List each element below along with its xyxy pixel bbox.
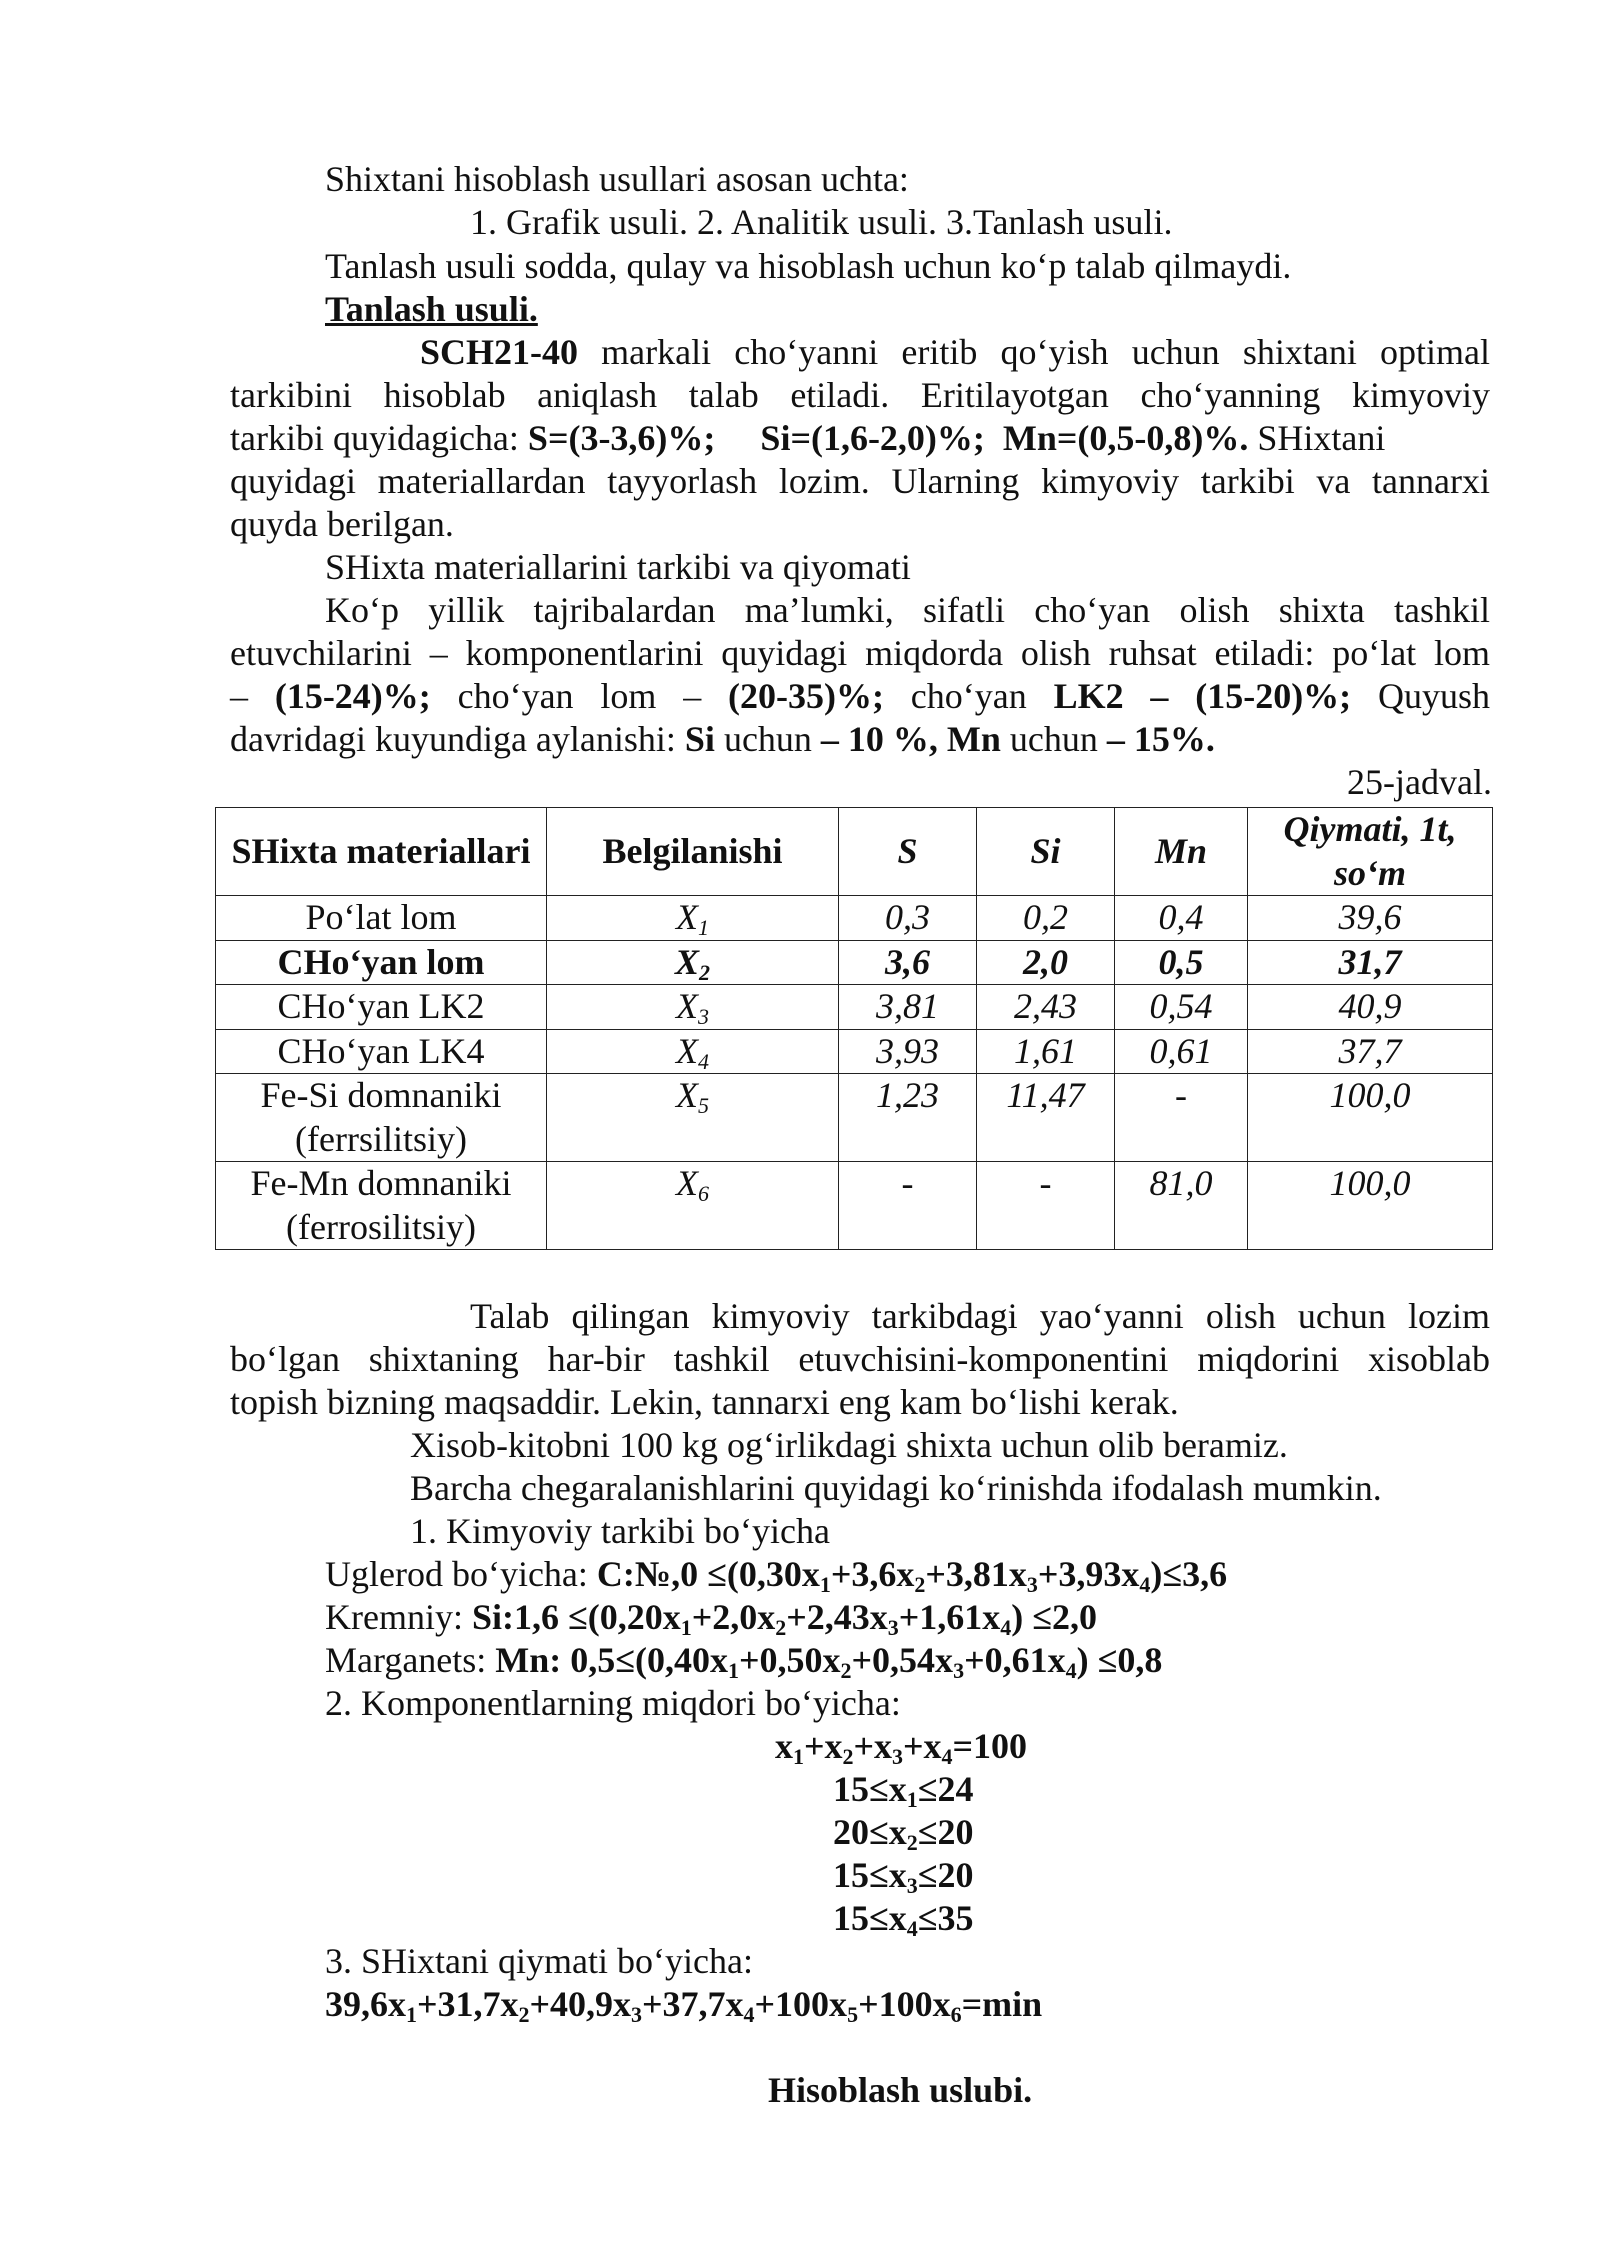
carbon-value: - [839, 1162, 977, 1250]
price-value: 39,6 [1248, 896, 1493, 941]
experience-line: etuvchilarini – komponentlarini quyidagi miqdorda olish ruhsat etiladi: po‘lat lom [230, 633, 1490, 673]
price-value: 40,9 [1248, 985, 1493, 1030]
table-label: 25-jadval. [1347, 762, 1492, 802]
experience-line: davridagi kuyundiga aylanishi: Si uchun – 10 %, Mn uchun – 15%. [230, 719, 1215, 759]
task-line: quyda berilgan. [230, 504, 454, 544]
carbon-value: 3,93 [839, 1029, 977, 1074]
price-value: 37,7 [1248, 1029, 1493, 1074]
material-name: Fe-Mn domnaniki (ferrosilitsiy) [216, 1162, 547, 1250]
silicon-value: 11,47 [977, 1074, 1115, 1162]
table-row [216, 1074, 1493, 1162]
material-name: Fe-Si domnaniki (ferrsilitsiy) [216, 1074, 547, 1162]
table-row [216, 1162, 1493, 1250]
table-header-row [216, 808, 1493, 896]
material-name: CHo‘yan LK2 [216, 985, 547, 1030]
header-carbon: S [839, 808, 977, 896]
experience-line: – (15-24)%; cho‘yan lom – (20-35)%; cho‘yan LK2 – (15-20)%; Quyush [230, 676, 1490, 716]
task-line: SCH21-40 markali cho‘yanni eritib qo‘yish uchun shixtani optimal [420, 332, 1490, 372]
manganese-value: - [1115, 1074, 1248, 1162]
table-row [216, 940, 1493, 985]
material-name: Po‘lat lom [216, 896, 547, 941]
manganese-value: 81,0 [1115, 1162, 1248, 1250]
method-heading: Hisoblash uslubi. [768, 2070, 1033, 2110]
x3-bounds: $15\le x_3\le 20$ [833, 1855, 974, 1898]
material-name: CHo‘yan LK4 [216, 1029, 547, 1074]
price-value: 100,0 [1248, 1162, 1493, 1250]
material-symbol: $X_5$ [547, 1074, 839, 1162]
experience-line: Ko‘p yillik tajribalardan ma’lumki, sifatli cho‘yan olish shixta tashkil [325, 590, 1490, 630]
manganese-value: 0,54 [1115, 985, 1248, 1030]
task-line: tarkibini hisoblab aniqlash talab etiladi. Eritilayotgan cho‘yanning kimyoviy [230, 375, 1490, 415]
materials-heading: SHixta materiallarini tarkibi va qiyomati [325, 547, 911, 587]
x4-bounds: $15\le x_4\le 35$ [833, 1898, 974, 1941]
x2-bounds: $20\le x_2\le 20$ [833, 1812, 974, 1855]
methods-list: 1. Grafik usuli. 2. Analitik usuli. 3.Tanlash usuli. [470, 202, 1173, 242]
sum-equation: $x_1+x_2+x_3+x_4=100$ [775, 1726, 1028, 1769]
manganese-value: 0,5 [1115, 940, 1248, 985]
carbon-constraint: Uglerod bo‘yicha: C:№,0 $\le(0,30x_1+3,6x_2+3,81x_3+3,93x_4)\le 3,6$ [325, 1554, 1228, 1597]
table-row [216, 985, 1493, 1030]
manganese-value: 0,4 [1115, 896, 1248, 941]
table-row [216, 1029, 1493, 1074]
calc-basis: Xisob-kitobni 100 kg og‘irlikdagi shixta uchun olib beramiz. [410, 1425, 1288, 1465]
chem-heading: 1. Kimyoviy tarkibi bo‘yicha [410, 1511, 830, 1551]
section-heading: Tanlash usuli. [325, 289, 538, 329]
silicon-value: 1,61 [977, 1029, 1115, 1074]
manganese-constraint: Marganets: Mn: $0,5\le(0,40x_1+0,50x_2+0,54x_3+0,61x_4) \le 0,8$ [325, 1640, 1163, 1683]
materials-table [215, 807, 1493, 1250]
material-symbol: $X_4$ [547, 1029, 839, 1074]
silicon-value: - [977, 1162, 1115, 1250]
material-symbol: $X_2$ [547, 940, 839, 985]
material-symbol: $X_3$ [547, 985, 839, 1030]
manganese-value: 0,61 [1115, 1029, 1248, 1074]
carbon-value: 3,81 [839, 985, 977, 1030]
cost-heading: 3. SHixtani qiymati bo‘yicha: [325, 1941, 753, 1981]
silicon-value: 2,0 [977, 940, 1115, 985]
header-manganese: Mn [1115, 808, 1248, 896]
task-line: quyidagi materiallardan tayyorlash lozim. Ularning kimyoviy tarkibi va tannarxi [230, 461, 1490, 501]
calc-constraints: Barcha chegaralanishlarini quyidagi ko‘rinishda ifodalash mumkin. [410, 1468, 1382, 1508]
silicon-value: 2,43 [977, 985, 1115, 1030]
task-line: tarkibi quyidagicha: S=(3-3,6)%; Si=(1,6-2,0)%; Mn=(0,5-0,8)%. SHixtani [230, 418, 1386, 458]
goal-line: bo‘lgan shixtaning har-bir tashkil etuvchisini-komponentini miqdorini xisoblab [230, 1339, 1490, 1379]
table-row [216, 896, 1493, 941]
qty-heading: 2. Komponentlarning miqdori bo‘yicha: [325, 1683, 901, 1723]
material-name: CHo‘yan lom [216, 940, 547, 985]
material-symbol: $X_6$ [547, 1162, 839, 1250]
price-value: 100,0 [1248, 1074, 1493, 1162]
price-value: 31,7 [1248, 940, 1493, 985]
header-materials: SHixta materiallari [216, 808, 547, 896]
intro-line: Shixtani hisoblash usullari asosan uchta: [325, 159, 909, 199]
cost-equation: $39,6x_1+31,7x_2+40,9x_3+37,7x_4+100x_5+100x_6=\min$ [325, 1984, 1043, 2027]
header-silicon: Si [977, 808, 1115, 896]
header-price: Qiymati, 1t, so‘m [1248, 808, 1493, 896]
carbon-value: 1,23 [839, 1074, 977, 1162]
silicon-constraint: Kremniy: Si:1,6 $\le(0,20x_1+2,0x_2+2,43x_3+1,61x_4) \le 2,0$ [325, 1597, 1098, 1640]
silicon-value: 0,2 [977, 896, 1115, 941]
intro-line: Tanlash usuli sodda, qulay va hisoblash uchun ko‘p talab qilmaydi. [325, 246, 1292, 286]
material-symbol: $X_1$ [547, 896, 839, 941]
x1-bounds: $15\le x_1\le 24$ [833, 1769, 974, 1812]
goal-line: topish bizning maqsaddir. Lekin, tannarxi eng kam bo‘lishi kerak. [230, 1382, 1179, 1422]
carbon-value: 0,3 [839, 896, 977, 941]
header-symbol: Belgilanishi [547, 808, 839, 896]
goal-line: Talab qilingan kimyoviy tarkibdagi yao‘yanni olish uchun lozim [470, 1296, 1490, 1336]
carbon-value: 3,6 [839, 940, 977, 985]
